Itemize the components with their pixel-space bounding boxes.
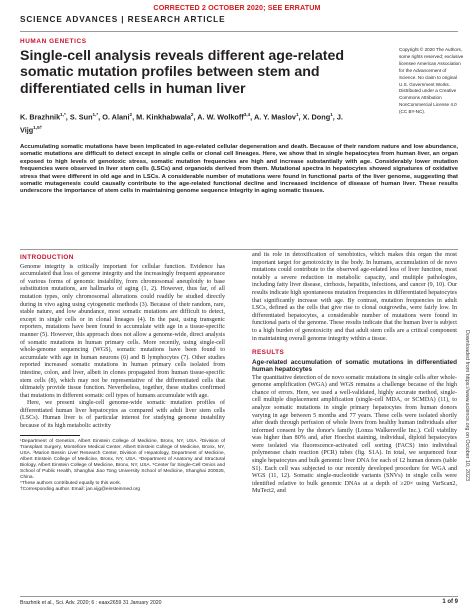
author-name: X. Dong xyxy=(302,112,331,122)
abstract: Accumulating somatic mutations have been implicated in age-related cellular degeneration and death. Because of their random nature and low abundance, somatic mutations are difficult to detect except in single cells or clonal cell lineages. Here, we show that in single hepatocytes from human liver, an organ exposed to high levels of genotoxic stress, somatic mutation frequencies are high and increase substantially with age. Considerably lower mutation frequencies were observed in liver stem cells (LSCs) and organoids derived from them. Mutational spectra in hepatocytes showed signatures of oxidative stress that were different in old age and in LSCs. A considerable number of mutations were found in functional parts of the liver genome, suggesting that somatic mutagenesis could causally contribute to the age-related functional decline and increased incidence of disease of human liver. These results underscore the importance of stem cells in maintaining genome sequence integrity in aging somatic tissues. xyxy=(20,144,458,195)
abstract-rule xyxy=(20,249,458,250)
author-affiliation-marker: 2 xyxy=(129,112,133,117)
download-sidebar xyxy=(462,330,470,560)
section-label: HUMAN GENETICS xyxy=(20,38,87,45)
author-name: S. Sun xyxy=(69,112,93,122)
author-affiliation-marker: 2 xyxy=(190,112,194,117)
intro-paragraph-2: Here, we present single-cell genome-wide somatic mutation profiles of differentiated human liver hepatocytes as compared with adult liver stem cells (LSCs). Human liver is of particular interest for studying genome instability because of its high metabolic activity xyxy=(20,400,225,430)
author-name: J. Vijg xyxy=(20,112,343,135)
footer-citation: Brazhnik et al., Sci. Adv. 2020; 6 : eaax2659 31 January 2020 xyxy=(20,600,162,606)
results-heading: RESULTS xyxy=(252,349,285,357)
author-affiliation-marker: 3,4 xyxy=(243,112,251,117)
corresponding-author[interactable]: †Corresponding author. Email: jan.vijg@einsteinmed.org xyxy=(20,486,141,492)
results-paragraph-1: The quantitative detection of de novo somatic mutations in single cells after whole-genome amplification (WGA) and WGS remains a challenge because of the high chance of errors. Here, we used a well-validated, highly accurate method, single-cell multiple displacement amplification (single-cell MDA, or SCMDA) (11), to analyze somatic mutations in single primary hepatocytes from human donors varying in age between 5 months and 77 years. These cells were isolated shortly after death through perfusion of whole livers from healthy human individuals after informed consent by the donor's family (Lonza Walkersville Inc.). Cell viability was higher than 80% and, after Hoechst staining, individual, diploid hepatocytes were isolated via fluorescence-activated cell sorting (FACS) into individual polymerase chain reaction (PCR) tubes (fig. S1A). In total, we sequenced four single hepatocytes and bulk genomic liver DNA for each of 12 human donors (table S1). Each cell was subjected to our recently developed procedure for WGA and WGS (11, 12). Somatic single-nucleotide variants (SNVs) in single cells were identified relative to bulk genomic DNAs at a depth of ≥20× using VarScan2, MuTect2, and xyxy=(252,374,457,495)
author-affiliation-marker: 1 xyxy=(330,112,333,117)
author-affiliation-marker: 1,5† xyxy=(33,125,43,131)
copyright-notice: Copyright © 2020 The Authors, some rights reserved; exclusive licensee American Association for the Advancement of Science. No claim to original U.S. Government Works. Distributed under a Creative Commons Attribution NonCommercial License 4.0 (CC BY-NC). xyxy=(399,47,464,115)
results-subheading: Age-related accumulation of somatic mutations in differentiated human hepatocytes xyxy=(252,358,457,374)
equal-contribution-note: *These authors contributed equally to this work. xyxy=(20,480,122,486)
author-name: A. W. Wolkoff xyxy=(197,112,244,122)
page-number: 1 of 9 xyxy=(442,599,458,605)
download-note[interactable]: Downloaded from https://www.science.org on October 10, 2023 xyxy=(464,330,470,482)
affiliations xyxy=(20,439,225,493)
affiliation-rule xyxy=(20,435,80,436)
author-affiliation-marker: 1 xyxy=(295,112,299,117)
author-affiliation-marker: 1,* xyxy=(92,112,99,117)
article-title: Single-cell analysis reveals different age-related somatic mutation profiles between stem and differentiated cells in human liver xyxy=(20,48,345,97)
author-name: K. Brazhnik xyxy=(20,112,61,122)
affiliation-list: ¹Department of Genetics, Albert Einstein College of Medicine, Bronx, NY, USA. ²Division of Transplant Surgery, Montefiore Medical Center, Albert Einstein College of Medicine, Bronx, NY, USA. ³Marion Bessin Liver Research Center, Division of Hepatology, Department of Medicine, Albert Einstein College of Medicine, Bronx, NY, USA. ⁴Department of Anatomy and Structural Biology, Albert Einstein College of Medicine, Bronx, NY, USA. ⁵Center for Single-Cell Omics and School of Public Health, Shanghai Jiao Tong University School of Medicine, Shanghai 200025, China. xyxy=(20,438,225,480)
introduction-heading: INTRODUCTION xyxy=(20,254,74,261)
correction-banner[interactable]: CORRECTED 2 OCTOBER 2020; SEE ERRATUM xyxy=(153,3,321,12)
author-name: M. Kinkhabwala xyxy=(136,112,191,122)
author-name: A. Y. Maslov xyxy=(253,112,296,122)
author-name: O. Alani xyxy=(102,112,130,122)
intro-paragraph-3: and its role in detoxification of xenobiotics, which makes this organ the most important target for genotoxicity in the body. In humans, accumulation of de novo mutations could contribute to the observed age-related loss of liver function, most notably a severe reduction in metabolic capacity, and multiple pathologies, including fatty liver disease, cirrhosis, hepatitis, infections, and cancer (9, 10). Our results indicate high spontaneous mutation frequencies in differentiated hepatocytes that significantly increase with age. By contrast, mutation frequencies in adult LSCs, defined as the cells that give rise to clonal outgrowths, were fairly low. In differentiated hepatocytes, a considerable number of mutations were found in functional parts of the genome. These results indicate that the human liver is subject to a high burden of genotoxicity and that adult stem cells are a critical component in maintaining overall genome integrity within a tissue. xyxy=(252,252,457,342)
journal-masthead: SCIENCE ADVANCES | RESEARCH ARTICLE xyxy=(20,15,226,24)
author-list: K. Brazhnik$^{1,*}$, S. Sun$^{1,*}$, O. Alani$^2$, M. Kinkhabwala$^2$, A. W. Wolkoff$^{3,4}$, A. Y. Maslov$^1$, X. Dong$^1$, J. Vijg$^{1,5\dagger}$ xyxy=(20,112,343,135)
intro-paragraph-1: Genome integrity is critically important for cellular function. Evidence has accumulated that loss of genome integrity and the increasingly frequent appearance of various forms of genomic instability, from chromosomal aneuploidy to base substitution mutations, are hallmarks of aging (1, 2). However, thus far, of all mutation types, only chromosomal alterations could readily be studied directly during in vivo aging using cytogenetic methods (3). Because of their random, rare, stable nature, and low abundance, most somatic mutations are difficult to detect, except in single cells or in clonal lineages (4). In the past, using transgenic reporters, mutations have been found to accumulate with age in a tissue-specific manner (5). However, this approach does not allow a genome-wide, direct analysis of somatic mutations in human primary cells. More recently, using single-cell whole-genome sequencing (WGS), somatic mutations have been found to accumulate with age in human neurons (6) and B lymphocytes (7). Other studies reported increased somatic mutations in human primary cells isolated from intestine, colon, and liver, albeit in clones propagated from human tissue-specific stem cells (8), which may not be representative of the differentiated cells that ultimately provide tissue function. Nevertheless, together, these studies confirmed that mutations in different somatic cell types of humans accumulate with age. xyxy=(20,263,225,399)
top-rule xyxy=(20,31,458,32)
footer-rule xyxy=(20,596,458,597)
left-column xyxy=(20,252,225,493)
right-column xyxy=(252,252,457,496)
author-affiliation-marker: 1,* xyxy=(60,112,66,117)
